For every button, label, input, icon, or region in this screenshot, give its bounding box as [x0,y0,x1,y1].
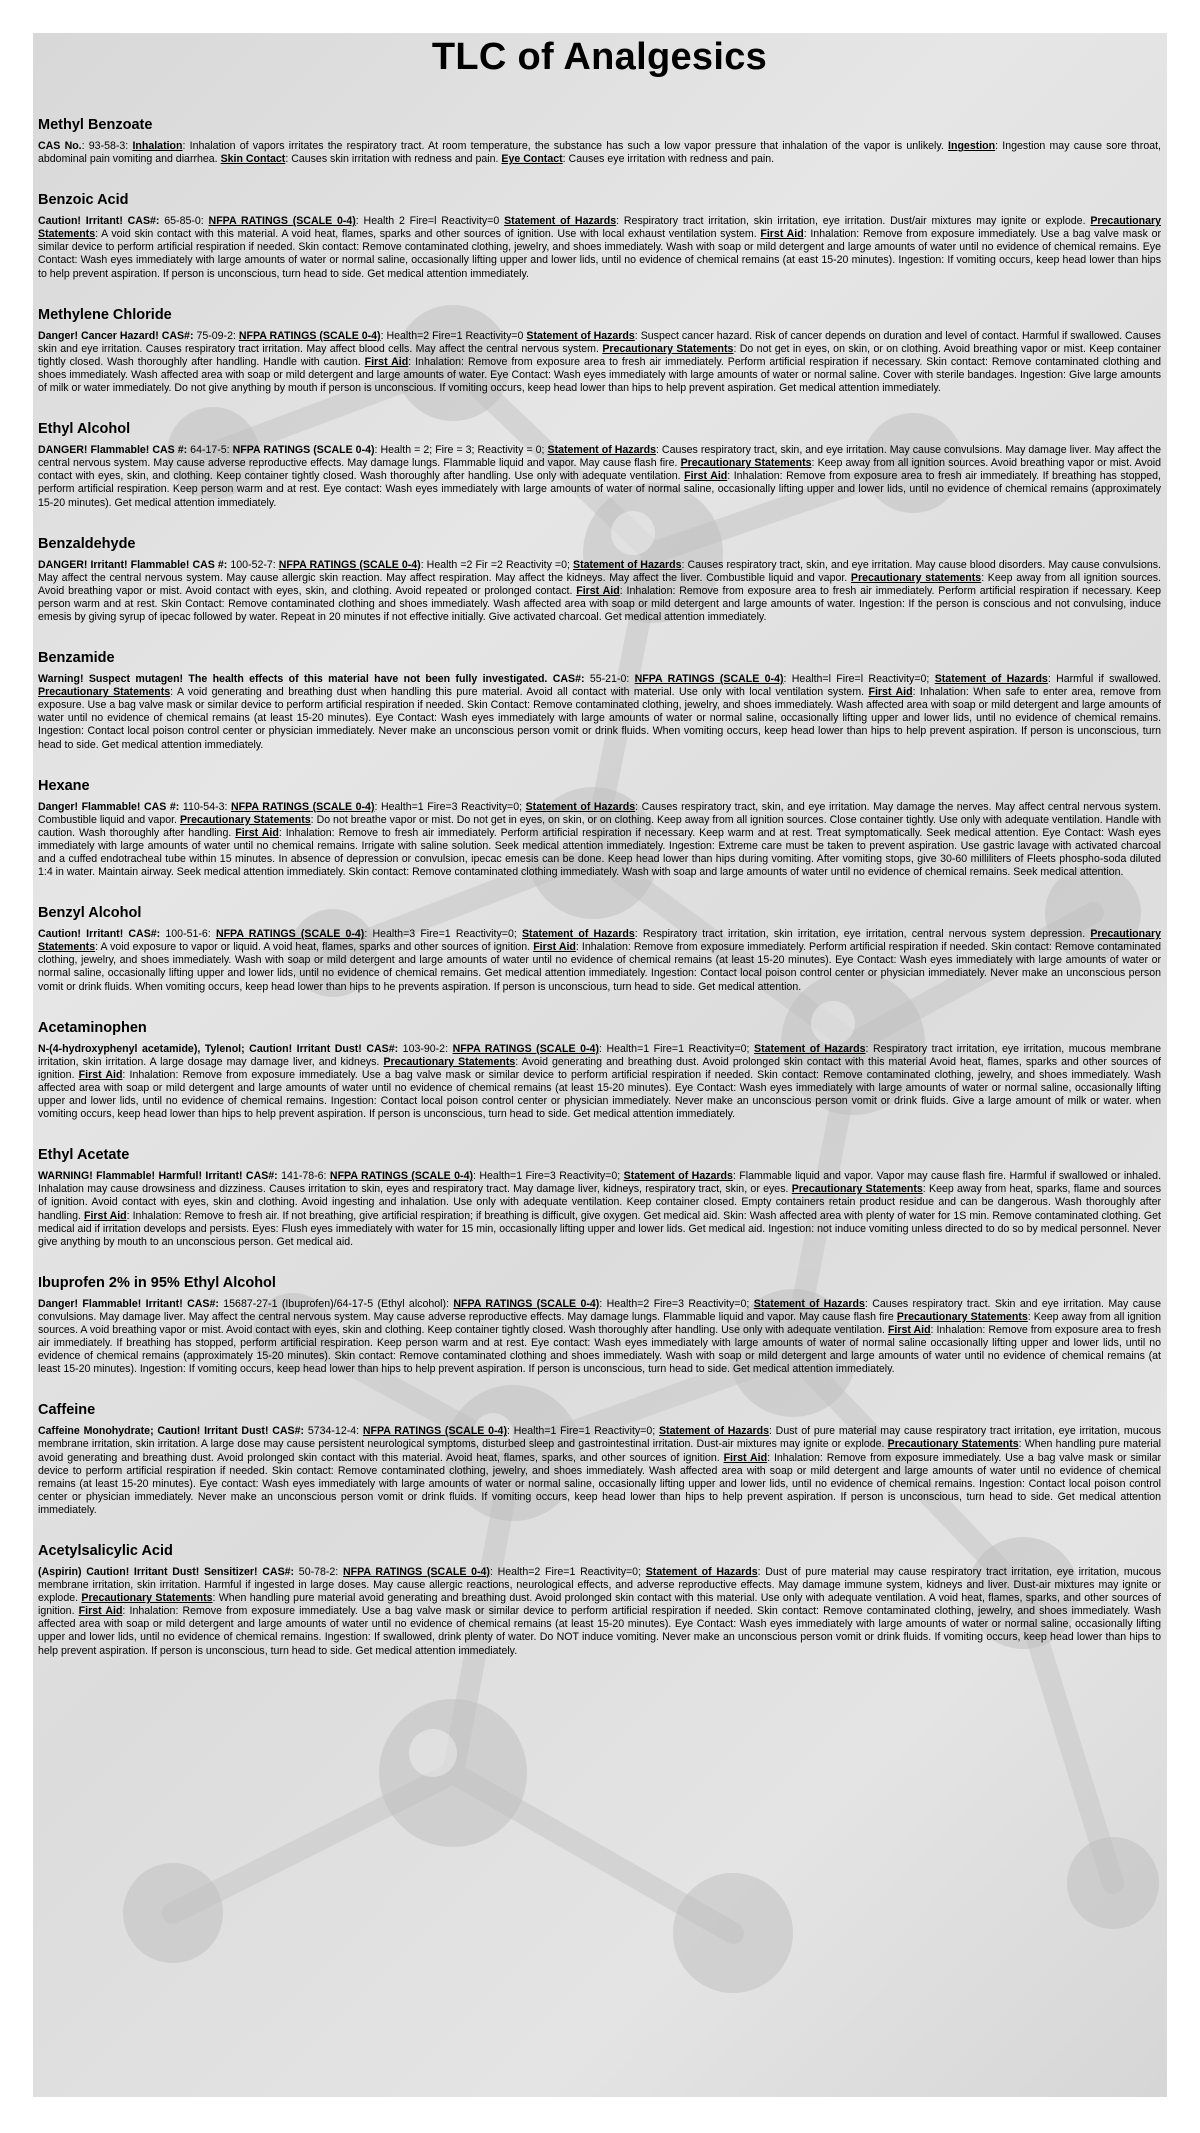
hazard-detail: 75-09-2: [196,329,239,342]
hazard-label: Statement of Hazards [753,1297,865,1310]
hazard-label: NFPA RATINGS (SCALE 0-4) [232,444,375,457]
hazard-label: Statement of Hazards [934,673,1048,686]
hazard-detail: : Causes respiratory tract, skin, and eye irritation. May damage the nerves. May affect central nervous system. Combustible liquid and vapor. [38,800,1161,826]
hazard-detail: : Dust of pure material may cause respiratory tract irritation, eye irritation, mucous membrane irritation, skin irritation. Harmful if ingested in large doses. May cause allergic reactions, neurological effects, and adverse reproductive effects. May damage immune system, kidneys and liver. Dust-air mixtures may ignite or explode. [38,1566,1161,1605]
hazard-label: Precautionary Statements [602,342,734,355]
hazard-detail: : Causes eye irritation with redness and pain. [562,153,775,166]
chemical-section [38,192,1161,280]
hazard-text [38,559,1161,624]
hazard-detail: : Causes respiratory tract, skin, and eye irritation. May cause convulsions. May damage liver. May affect the central nervous system. May cause adverse reproductive effects. May damage lungs. Flammable liquid and vapor. May cause flash fire. [38,444,1161,470]
hazard-detail: 100-51-6: [165,928,216,941]
chemical-section [38,1020,1161,1122]
hazard-label: Precautionary Statements [38,928,1161,954]
hazard-detail: : Inhalation: Remove from exposure immediately. Use a bag valve mask or similar device to perform artificial respiration if needed. Skin contact: Remove contaminated clothing, jewelry, and shoes immediately. Wash with soap or mild detergent and large amounts of water until no evidence of chemical remains. Eye Contact: Wash eyes immediately with large amounts of water or normal saline, occasionally lifting upper and lower lids, until no evidence of chemical remains (at east 15-20 minutes). Ingestion: If vomiting occurs, keep head lower than hips to help prevent aspiration. If person is unconscious, turn head to side. Get medical attention immediately. [38,228,1161,280]
chemical-name: Acetaminophen [38,1019,147,1036]
document-content [33,33,1167,1658]
chemical-section [38,1147,1161,1249]
hazard-detail: : Health=2 Fire=3 Reactivity=0; [599,1297,754,1310]
hazard-label: Precautionary Statements [680,457,812,470]
hazard-label: WARNING! Flammable! Harmful! Irritant! CAS#: [38,1170,282,1183]
hazard-detail: : Health=1 Fire=3 Reactivity=0; [374,800,526,813]
hazard-label: Precautionary Statements [38,686,171,699]
hazard-detail: : Health=1 Fire=1 Reactivity=0; [506,1425,659,1438]
hazard-label: First Aid [576,584,620,597]
hazard-detail: : Health =2 Fir =2 Reactivity =0; [420,558,573,571]
hazard-detail: : Inhalation: Remove from exposure area to fresh air immediately. Perform artificial respiration if necessary. Skin contact: Remove contaminated clothing and shoes immediately. Wash affected area with soap or mild detergent and large amounts of water. Eye Contact: Wash eyes immediately with large amounts of water or normal saline. Cover with sterile bandages. Ingestion: Give large amounts of milk or water immediately. Do not give anything by mouth if person is unconscious. If vomiting occurs, keep head lower than hips to help prevent aspiration. Get medical attention immediately. [38,355,1161,395]
hazard-label: N-(4-hydroxyphenyl acetamide), Tylenol; Caution! Irritant Dust! CAS#: [38,1042,403,1055]
hazard-detail: : Inhalation: Remove from exposure area to fresh air immediately. Perform artificial respiration if necessary. Keep person warm and at rest. Skin Contact: Remove contaminated clothing and shoes immediately. Wash affected area with soap or mild detergent and large amounts of water. Ingestion: If the person is conscious and not convulsing, induce emesis by giving syrup of ipecac followed by water. Repeat in 20 minutes if not effective initially. Give activated charcoal. Get medical attention immediately. [38,584,1161,623]
chemical-name: Benzyl Alcohol [38,905,142,922]
hazard-label: NFPA RATINGS (SCALE 0-4) [215,928,365,941]
hazard-detail: : Health=2 Fire=1 Reactivity=0 [380,329,527,342]
hazard-detail: : Inhalation: Remove from exposure immediately. Use a bag valve mask or similar device to perform artificial respiration if needed. Skin contact: Remove contaminated clothing, jewelry, and shoes immediately. Wash affected area with soap or mild detergent and large amounts of water until no evidence of chemical remains (at least 15-20 minutes). Eye contact: Wash eyes immediately with large amounts of water or normal saline, occasionally lifting upper and lower lids, until no evidence of chemical remains. Ingestion: Contact local poison control center or physician immediately. Never make an unconscious person vomit or drink fluids. If vomiting occurs, keep head lower than hips to help prevent aspiration. If person is unconscious, turn head to side. Get medical attention immediately. [38,1451,1161,1516]
hazard-detail: : Respiratory tract irritation, eye irritation, mucous membrane irritation, skin irritation. A large dosage may damage liver, and kidneys. [38,1042,1161,1068]
hazard-text [38,673,1161,752]
hazard-text [38,801,1161,880]
hazard-text [38,928,1161,993]
hazard-detail: : Respiratory tract irritation, skin irritation, eye irritation, central nervous system depression. [634,928,1091,941]
hazard-label: Precautionary Statements [81,1592,213,1605]
hazard-text [38,444,1161,509]
hazard-detail: : Inhalation: Remove from exposure area to fresh air immediately. If breathing has stopped, perform artificial respiration. Keep person warm and at rest. Eye contact: Wash eyes immediately with large amounts of water of normal saline occasionally lifting upper and lower lids, until no evidence of chemical remains (approximately 15-20 minutes). Skin contact: Remove contaminated clothing and shoes immediately. Wash with soap or mild detergent and large amounts of water until no evidence of chemical remains (at least 15-20 minutes). Ingestion: If vomiting occurs, keep head lower than hips to help prevent aspiration. If person is unconscious, turn head to side. Get medical attention immediately. [38,1323,1161,1376]
document-title: TLC of Analgesics [431,36,768,78]
hazard-detail: : A void generating and breathing dust when handling this pure material. Avoid all contact with material. Use only with local ventilation system. [170,686,869,699]
hazard-label: Precautionary statements [850,571,982,584]
hazard-detail: 64-17-5: [190,444,233,457]
hazard-text [38,140,1161,166]
hazard-label: Statement of Hazards [754,1042,866,1055]
hazard-label: First Aid [684,470,728,483]
hazard-label: Inhalation [132,140,183,152]
hazard-detail: : Health 2 Fire=l Reactivity=0 [355,215,505,228]
hazard-label: NFPA RATINGS (SCALE 0-4) [342,1566,490,1578]
hazard-detail: : Inhalation: Remove from exposure immediately. Perform artificial respiration if needed. Skin contact: Remove contaminated clothing, jewelry, and shoes immediately. Wash with soap or mild detergent and large amounts of water until no evidence of chemical remains (at least 15-20 minutes). Eye Contact: Wash eyes immediately with large amounts of water or normal saline, occasionally lifting upper and lower lids, until no evidence of chemical remains. Get medical attention immediately. Ingestion: Contact local poison control center or physician immediately. Never make an unconscious person vomit or drink fluids. When vomiting occurs, keep head lower than hips to he prevents aspiration. If person is unconscious, turn head to side. Get medical attention. [38,941,1161,993]
hazard-detail: : When handling pure material avoid generating and breathing dust. Avoid prolonged skin contact with this material. Use only with adequate ventilation. A void heat, flames, sparks, and other sources of ignition. [38,1592,1161,1618]
hazard-label: Eye Contact [501,153,563,166]
hazard-detail: : Health=l Fire=l Reactivity=0; [783,673,935,686]
hazard-label: First Aid [868,686,913,699]
hazard-label: Statement of Hazards [521,928,635,941]
hazard-label: Danger! Flammable! CAS #: [38,800,183,813]
chemical-name: Methylene Chloride [38,306,172,323]
hazard-detail: : Ingestion may cause sore throat, abdominal pain vomiting and diarrhea. [38,140,1161,166]
hazard-detail: : Inhalation: Remove to fresh air immediately. Perform artificial respiration if necessary. Keep warm and at rest. Treat symptomatically. Seek medical attention. Eye Contact: Wash eyes immediately with large amounts of water until no chemical remains. Irrigate with saline solution. Seek medical attention immediately. Ingestion: Extreme care must be taken to prevent aspiration. Use gastric lavage with activated charcoal and a cuffed endotracheal tube within 15 minutes. In absence of depression or convulsion, ipecac emesis can be done. Keep head lower than hips during vomiting. After vomiting stops, give 30-60 milliliters of Fleets phospho-soda diluted 1:4 in water. Maintain airway. Seek medical attention immediately. Skin contact: Remove contaminated clothing immediately. Wash with soap and large amounts of water until no evidence of chemical remains. Seek medical attention. [38,826,1161,879]
hazard-label: First Aid [533,941,576,954]
hazard-detail: : A void exposure to vapor or liquid. A void heat, flames, sparks and other sources of ignition. [95,941,534,954]
hazard-detail: : Dust of pure material may cause respiratory tract irritation, eye irritation, mucous membrane irritation, skin irritation. A large dose may cause persistent neurological symptoms, disturbed sleep and gastrointestinal irritation. Dust-air mixtures may ignite or explode. [38,1425,1162,1451]
hazard-detail: : Harmful if swallowed. [1047,673,1161,686]
hazard-detail: : Inhalation: When safe to enter area, remove from exposure. Use a bag valve mask or similar device to perform artificial respiration if needed. Skin Contact: Remove contaminated clothing, jewelry, and shoes immediately. Wash affected area with soap or mild detergent and large amounts of water until no evidence of chemical remains (at least 15-20 minutes). Eye Contact: Wash eyes immediately with large amounts of water or normal saline, occasionally lifting upper and lower lids, until no evidence of chemical remains. Ingestion: Contact local poison control center or physician immediately. Never make an unconscious person vomit or drink fluids. When vomiting occurs, keep head lower than hips to help prevent aspiration. If person is unconscious, turn head to side. Get medical attention immediately. [38,686,1161,751]
hazard-detail: : Inhalation: Remove from exposure area to fresh air immediately. If breathing has stopped, perform artificial respiration. Keep person warm and at rest. Eye contact: Wash eyes immediately with large amounts of water of normal saline, occasionally lifting upper and lower lids, until no evidence of chemical remains (approximately 15-20 minutes). Get medical attention immediately. [38,470,1161,509]
hazard-detail: : Keep away from all ignition sources. Avoid breathing vapor or mist. Avoid contact with eyes, skin, and clothing. Avoid repeated or prolonged contact. [38,571,1161,597]
hazard-label: First Aid [887,1323,931,1336]
hazard-text [38,1566,1161,1658]
hazard-label: First Aid [235,826,279,839]
hazard-text [38,330,1161,395]
hazard-detail: 65-85-0: [164,215,209,228]
hazard-label: CAS No. [38,140,82,152]
chemical-section [38,1275,1161,1377]
chemical-section [38,905,1161,993]
hazard-label: (Aspirin) Caution! Irritant Dust! Sensitizer! CAS#: [38,1566,299,1578]
hazard-label: First Aid [760,228,804,241]
chemical-section [38,650,1161,752]
hazard-detail: : 93-58-3: [81,140,133,152]
hazard-detail: : Avoid generating and breathing dust. Avoid prolonged skin contact with this material Avoid heat, flames, sparks and other sources of ignition. [38,1055,1161,1081]
hazard-label: DANGER! Flammable! CAS #: [38,444,191,457]
chemical-name: Caffeine [38,1402,96,1419]
hazard-detail: : Inhalation: Remove from exposure immediately. Use a bag valve mask or similar device to perform artificial respiration if needed. Skin contact: Remove contaminated clothing, jewelry, and shoes immediately. Wash affected area with soap or mild detergent and large amounts of water until no evidence of chemical remains (at least 15-20 minutes). Eye Contact: Wash eyes immediately with large amounts of water or normal saline, occasionally lifting upper and lower lids, until no evidence of chemical remains. Ingestion: Contact local poison control center or physician immediately. Never make an unconscious person vomit or drink fluids. Give a large amount of milk or water. when vomiting occurs, keep head lower than hips to help prevent aspiration. If person is unconscious, turn head to side. Get medical attention immediately. [38,1068,1161,1121]
chemical-name: Benzamide [38,650,115,667]
hazard-label: Statement of Hazards [645,1566,758,1578]
hazard-detail: : Causes respiratory tract, skin, and eye irritation. May cause blood disorders. May cause convulsions. May affect the central nervous system. May cause allergic skin reaction. May affect respiration. May affect the kidneys. May affect the liver. Combustible liquid and vapor. [38,558,1161,584]
chemical-name: Hexane [38,777,90,794]
hazard-label: First Aid [723,1451,768,1464]
hazard-label: Precautionary Statements [38,215,1161,241]
hazard-detail: : Inhalation: Remove from exposure immediately. Use a bag valve mask or similar device to perform artificial respiration if needed. Skin contact: Remove contaminated clothing, jewelry, and shoes immediately. Wash affected area with soap or mild detergent and large amounts of water until no evidence of chemical remains (at least 15-20 minutes). Eye Contact: Wash eyes immediately with large amounts of water or normal saline, occasionally lifting upper and lower lids, until no evidence of chemical remains. Ingestion: If swallowed, drink plenty of water. Do NOT induce vomiting. Never make an unconscious person vomit or drink fluids. If vomiting occurs, keep head lower than hips to help prevent aspiration. If person is unconscious, turn head to side. Get medical attention immediately. [38,1605,1161,1657]
hazard-sections [38,117,1161,1658]
hazard-label: Skin Contact [220,153,286,166]
hazard-label: Caution! Irritant! CAS#: [38,928,166,941]
hazard-label: NFPA RATINGS (SCALE 0-4) [329,1170,474,1183]
hazard-detail: : When handling pure material avoid generating and breathing dust. Avoid prolonged skin contact with this material. Avoid heat, flames, sparks, and other sources of ignition. [38,1438,1161,1464]
hazard-detail: : A void skin contact with this material. A void heat, flames, sparks and other sources of ignition. Use with local exhaust ventilation system. [95,228,761,241]
hazard-label: Caffeine Monohydrate; Caution! Irritant Dust! CAS#: [38,1425,308,1438]
hazard-label: Statement of Hazards [547,444,656,457]
chemical-section [38,536,1161,624]
chemical-section [38,117,1161,166]
chemical-name: Benzaldehyde [38,535,136,552]
hazard-text [38,1170,1161,1249]
hazard-label: NFPA RATINGS (SCALE 0-4) [238,329,381,342]
hazard-detail: 55-21-0: [589,673,635,686]
hazard-detail: : Health=1 Fire=1 Reactivity=0; [598,1042,754,1055]
hazard-detail: : Do not get in eyes, on skin, or on clothing. Avoid breathing vapor or mist. Keep container tightly closed. Wash thoroughly after handling. Handle with caution. [38,342,1161,368]
hazard-label: Precautionary Statements [887,1438,1019,1451]
hazard-label: NFPA RATINGS (SCALE 0-4) [231,800,375,813]
chemical-section [38,778,1161,880]
hazard-label: Danger! Cancer Hazard! CAS#: [38,329,197,342]
hazard-detail: : Causes respiratory tract. Skin and eye irritation. May cause convulsions. May damage liver. May affect the central nervous system. May cause adverse reproductive effects. May damage lungs. Flammable liquid and vapor. May cause flash fire [38,1297,1161,1323]
chemical-section [38,1402,1161,1517]
hazard-detail: : Suspect cancer hazard. Risk of cancer depends on duration and level of contact. Harmful if swallowed. Causes skin and eye irritation. Causes respiratory tract irritation. May affect blood cells. May affect the central nervous system. [38,329,1161,355]
chemical-name: Acetylsalicylic Acid [38,1543,173,1559]
hazard-label: First Aid [78,1605,123,1618]
document-page [33,33,1167,2097]
hazard-detail: : Causes skin irritation with redness and pain. [285,153,502,166]
hazard-label: NFPA RATINGS (SCALE 0-4) [452,1042,599,1055]
hazard-detail: : Keep away from heat, sparks, flame and sources of ignition. Avoid contact with eyes, skin and clothing. Avoid ingesting and inhalation. Use only with adequate ventilation. Keep container closed. Empty containers retain product residue and can be dangerous. Wash thoroughly after handling. [38,1183,1161,1222]
hazard-detail: : Flammable liquid and vapor. Vapor may cause flash fire. Harmful if swallowed or inhaled. Inhalation may cause drowsiness and dizziness. Causes irritation to skin, eyes and respiratory tract. May damage liver, kidneys, respiratory tract, skin, or eyes. [38,1170,1162,1196]
chemical-name: Ibuprofen 2% in 95% Ethyl Alcohol [38,1274,276,1291]
hazard-label: NFPA RATINGS (SCALE 0-4) [208,215,356,228]
hazard-label: NFPA RATINGS (SCALE 0-4) [278,558,421,571]
hazard-detail: : Keep away from all ignition sources. A void breathing vapor or mist. Avoid contact with eyes, skin and clothing. Keep container tightly closed. Wash thoroughly after handling. Use only with adequate ventilation. [38,1310,1161,1336]
hazard-label: Statement of Hazards [526,329,635,342]
hazard-detail: : Health=2 Fire=1 Reactivity=0; [489,1566,646,1578]
hazard-label: Caution! Irritant! CAS#: [38,215,165,228]
hazard-detail: 50-78-2: [298,1566,343,1578]
hazard-label: Warning! Suspect mutagen! The health effects of this material have not been fully investigated. CAS#: [38,673,590,686]
hazard-label: Statement of Hazards [658,1425,769,1438]
hazard-detail: : Health=3 Fire=1 Reactivity=0; [364,928,522,941]
chemical-section [38,307,1161,395]
hazard-detail: : Respiratory tract irritation, skin irritation, eye irritation. Dust/air mixtures may ignite or explode. [616,215,1091,228]
hazard-label: First Aid [84,1209,127,1222]
hazard-label: NFPA RATINGS (SCALE 0-4) [453,1297,600,1310]
hazard-label: Statement of Hazards [623,1170,733,1183]
hazard-detail: 15687-27-1 (Ibuprofen)/64-17-5 (Ethyl alcohol): [223,1297,454,1310]
hazard-label: Statement of Hazards [525,800,636,813]
hazard-detail: : Health=1 Fire=3 Reactivity=0; [473,1170,624,1183]
hazard-label: First Aid [78,1068,123,1081]
chemical-name: Ethyl Acetate [38,1147,130,1164]
hazard-text [38,1298,1161,1377]
hazard-label: NFPA RATINGS (SCALE 0-4) [634,673,784,686]
hazard-text [38,1043,1161,1122]
hazard-detail: 103-90-2: [402,1042,453,1055]
hazard-label: Ingestion [948,140,996,152]
hazard-label: Precautionary Statements [896,1310,1028,1323]
chemical-section [38,1543,1161,1658]
chemical-name: Ethyl Alcohol [38,421,131,438]
hazard-detail: 5734-12-4: [307,1425,363,1438]
hazard-label: Precautionary Statements [383,1055,516,1068]
hazard-label: Precautionary Statements [179,813,311,826]
hazard-detail: 141-78-6: [281,1170,330,1183]
hazard-label: Statement of Hazards [504,215,617,228]
hazard-text [38,215,1161,280]
hazard-label: Statement of Hazards [573,558,682,571]
hazard-label: Precautionary Statements [791,1183,923,1196]
hazard-label: NFPA RATINGS (SCALE 0-4) [362,1425,507,1438]
hazard-label: First Aid [364,355,409,368]
hazard-detail: : Do not breathe vapor or mist. Do not get in eyes, on skin, or on clothing. Keep away from all ignition sources. Close container tightly. Use only with adequate ventilation. Handle with caution. Wash thoroughly after handling. [38,813,1161,839]
hazard-label: DANGER! Irritant! Flammable! CAS #: [38,558,231,571]
hazard-text [38,1425,1161,1517]
hazard-detail: : Health = 2; Fire = 3; Reactivity = 0; [374,444,548,457]
hazard-detail: : Inhalation of vapors irritates the respiratory tract. At room temperature, the substance has such a low vapor pressure that inhalation of the vapor is unlikely. [182,140,949,152]
chemical-name: Benzoic Acid [38,192,129,209]
hazard-detail: : Keep away from all ignition sources. Avoid breathing vapor or mist. Avoid contact with eyes, skin, and clothing. Keep container tightly closed. Wash thoroughly after handling. Use only with adequate ventilation. [38,457,1161,483]
hazard-detail: 100-52-7: [230,558,279,571]
chemical-section [38,421,1161,509]
hazard-detail: : Inhalation: Remove to fresh air. If not breathing, give artificial respiration; if breathing is difficult, give oxygen. Get medical aid. Skin: Wash affected area with plenty of water for 1S min. Remove contaminated clothing. Get medical aid if irritation develops and persists. Eyes: Flush eyes immediately with water for 15 min, occasionally lifting upper and lower lids. Get medical aid. Ingestion: not induce vomiting unless directed to do so by medical personnel. Never give anything by mouth to an unconscious person. Get medical aid. [38,1209,1161,1248]
hazard-label: Danger! Flammable! Irritant! CAS#: [38,1297,224,1310]
hazard-detail: 110-54-3: [182,800,232,813]
chemical-name: Methyl Benzoate [38,117,153,133]
